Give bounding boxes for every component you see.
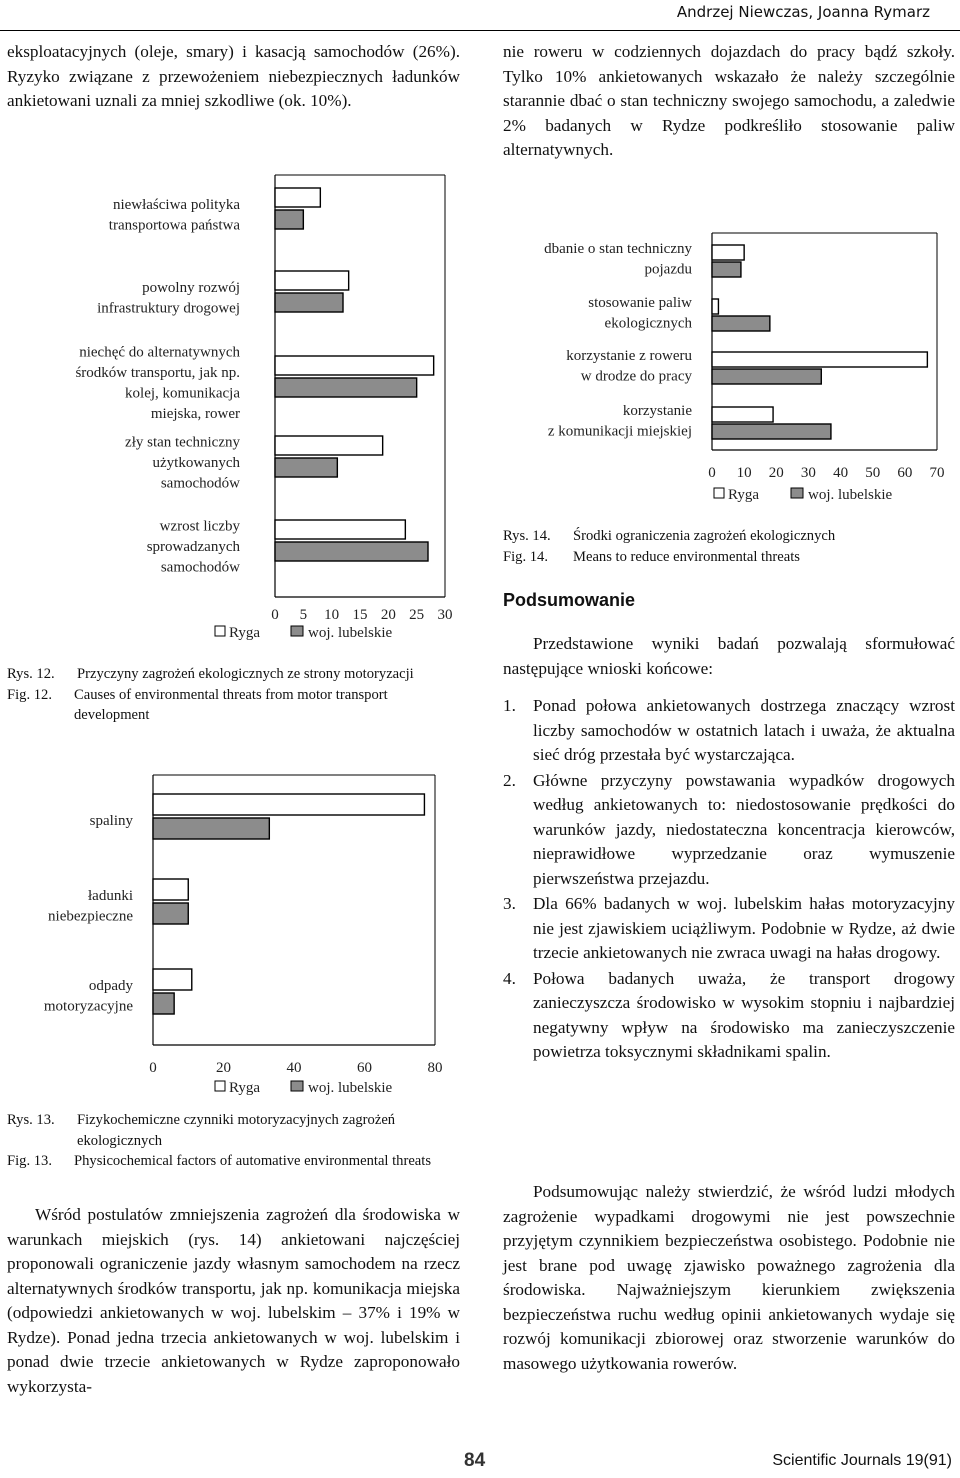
- list-item: [503, 892, 955, 966]
- fig12-rys-label: Rys. 12.: [7, 666, 55, 682]
- fig14-rys-label: Rys. 14.: [503, 528, 551, 544]
- running-header-authors: Andrzej Niewczas, Joanna Rymarz: [676, 3, 930, 21]
- fig13-bar-lubelskie: [153, 993, 174, 1014]
- fig12-bar-lubelskie: [275, 293, 343, 312]
- fig13-tick-label: 0: [149, 1060, 157, 1076]
- fig13-legend-label-lubelskie: woj. lubelskie: [308, 1080, 393, 1096]
- fig12-category-label: niechęć do alternatywnych: [79, 344, 240, 361]
- fig13-tick-label: 40: [286, 1060, 302, 1076]
- fig12-chart: [75, 175, 452, 641]
- fig14-tick-label: 40: [833, 465, 849, 481]
- fig12-bar-ryga: [275, 356, 434, 375]
- fig12-bar-ryga: [275, 436, 383, 455]
- fig14-bar-lubelskie: [712, 316, 770, 331]
- fig12-legend-label-lubelskie: woj. lubelskie: [308, 625, 393, 641]
- fig12-category-label: zły stan techniczny: [125, 434, 240, 451]
- fig14-chart: [544, 233, 944, 503]
- conclusions-list: [503, 694, 955, 1066]
- left-intro-text: eksploatacyjnych (oleje, smary) i kasacją samochodów (26%). Ryzyko związane z przewożeniem niebezpiecznych ładunków ankietowani uznali za mniej szkodliwe (ok. 10%).: [7, 42, 460, 110]
- fig14-category-label: z komunikacji miejskiej: [547, 423, 692, 440]
- summary-intro-paragraph: [503, 632, 955, 681]
- page-number: 84: [464, 1450, 486, 1471]
- fig14-category-label: ekologicznych: [604, 315, 692, 332]
- fig13-category-label: spaliny: [89, 813, 133, 829]
- fig14-bar-ryga: [712, 299, 718, 314]
- fig14-category-label: stosowanie paliw: [588, 294, 692, 311]
- fig14-caption: [503, 526, 955, 567]
- fig13-category-label: odpady: [88, 977, 133, 994]
- fig14-fig-label: Fig. 14.: [503, 548, 549, 565]
- fig13-rys-label: Rys. 13.: [7, 1112, 55, 1128]
- fig12-category-label: użytkowanych: [152, 455, 240, 471]
- fig12-legend-label-ryga: Ryga: [229, 625, 261, 641]
- fig12-category-label: środków transportu, jak np.: [75, 364, 240, 381]
- fig14-legend-label-lubelskie: woj. lubelskie: [808, 487, 893, 503]
- fig13-bar-ryga: [153, 794, 424, 815]
- fig13-rys-text: Fizykochemiczne czynniki motoryzacyjnych zagrożeń ekologicznych: [77, 1112, 396, 1149]
- fig12-bar-lubelskie: [275, 210, 303, 229]
- fig13-legend-label-ryga: Ryga: [229, 1080, 261, 1096]
- fig12-legend-swatch-lubelskie: [291, 626, 303, 636]
- fig14-bar-ryga: [712, 407, 773, 422]
- fig14-category-label: w drodze do pracy: [580, 368, 692, 385]
- fig12-category-label: niewłaściwa polityka: [112, 196, 240, 213]
- fig12-rys-text: Przyczyny zagrożeń ekologicznych ze strony motoryzacji: [77, 666, 414, 682]
- fig13-category-label: niebezpieczne: [48, 908, 133, 925]
- list-item-number: 3.: [503, 894, 516, 913]
- list-item-text: Połowa badanych uważa, że transport drogowy zanieczyszcza środowisko w wysokim stopniu i najbardziej negatywny wpływ na środowisko ma zanieczyszczenie powietrza toksycznymi składnikami spalin.: [533, 968, 955, 1061]
- fig13-caption: [7, 1110, 460, 1172]
- fig14-bar-ryga: [712, 352, 927, 367]
- fig13-legend-swatch-lubelskie: [291, 1081, 303, 1091]
- fig14-tick-label: 60: [897, 465, 913, 481]
- fig13-bar-lubelskie: [153, 818, 269, 839]
- fig12-caption: [7, 664, 460, 726]
- fig14-bar-lubelskie: [712, 424, 831, 439]
- fig13-category-label: ładunki: [88, 887, 133, 904]
- fig13-tick-label: 20: [216, 1060, 231, 1076]
- fig12-tick-label: 15: [352, 607, 368, 623]
- left-bottom-paragraph: [7, 1203, 460, 1399]
- fig12-category-label: powolny rozwój: [142, 279, 240, 296]
- fig13-category-label: motoryzacyjne: [43, 998, 133, 1015]
- fig12-category-label: infrastruktury drogowej: [97, 300, 240, 317]
- fig14-legend-swatch-ryga: [714, 488, 724, 498]
- fig13-bar-ryga: [153, 969, 192, 990]
- fig14-tick-label: 20: [768, 465, 784, 481]
- fig14-category-label: korzystanie: [622, 402, 692, 419]
- fig13-chart: [44, 775, 443, 1096]
- list-item: [503, 967, 955, 1065]
- fig14-tick-label: 70: [929, 465, 945, 481]
- list-item-text: Ponad połowa ankietowanych dostrzega znaczący wzrost liczby samochodów w ostatnich latach i uważa, że aktualna sieć dróg przestała być wystarczająca.: [533, 696, 955, 764]
- journal-name: Scientific Journals 19(91): [772, 1452, 952, 1469]
- fig14-category-label: pojazdu: [644, 261, 692, 278]
- fig12-bar-lubelskie: [275, 378, 417, 397]
- fig14-legend-label-ryga: Ryga: [728, 487, 760, 503]
- list-item: [503, 694, 955, 768]
- fig12-bar-lubelskie: [275, 458, 337, 477]
- fig12-category-label: samochodów: [160, 559, 240, 576]
- fig12-bar-ryga: [275, 520, 405, 539]
- list-item-text: Dla 66% badanych w woj. lubelskim hałas motoryzacyjny nie jest zjawiskiem uciążliwym. Podobnie w Rydze, aż dwie trzecie ankietowanych nie zwraca uwagi na hałas drogowy.: [533, 894, 955, 962]
- fig12-fig-text: Causes of environmental threats from motor transport development: [74, 686, 388, 723]
- section-title: Podsumowanie: [503, 590, 636, 610]
- fig12-tick-label: 0: [271, 607, 279, 623]
- fig12-bar-lubelskie: [275, 542, 428, 561]
- fig13-fig-text: Physicochemical factors of automative environmental threats: [74, 1153, 432, 1169]
- list-item-number: 2.: [503, 770, 516, 790]
- fig13-tick-label: 80: [427, 1060, 443, 1076]
- fig14-category-label: dbanie o stan techniczny: [544, 240, 692, 257]
- fig14-tick-label: 30: [800, 465, 816, 481]
- closing-text: Podsumowując należy stwierdzić, że wśród ludzi młodych zagrożenie wypadkami drogowymi nie jest powszechnie przyjętym czynnikiem bezpieczeństwa osobistego. Podobnie nie jest brane pod uwagę zjawisko poważnego zagrożenia dla środowiska. Najważniejszym kierunkiem zwiększenia bezpieczeństwa ruchu według opinii ankietowanych wydaje się rozwój komunikacji zbiorowej oraz stworzenie warunków do masowego użytkowania rowerów.: [503, 1182, 955, 1373]
- list-item: [503, 769, 955, 892]
- fig12-tick-label: 10: [324, 607, 340, 623]
- fig14-tick-label: 10: [736, 465, 752, 481]
- fig13-legend-swatch-ryga: [215, 1081, 225, 1091]
- fig12-tick-label: 5: [299, 607, 308, 623]
- fig14-bar-lubelskie: [712, 369, 821, 384]
- fig12-legend-swatch-ryga: [215, 626, 225, 636]
- fig12-fig-label: Fig. 12.: [7, 686, 53, 703]
- list-item-number: 1.: [503, 696, 516, 715]
- fig13-fig-label: Fig. 13.: [7, 1153, 53, 1169]
- fig13-tick-label: 60: [357, 1060, 372, 1076]
- fig12-bar-ryga: [275, 188, 320, 207]
- fig12-tick-label: 30: [437, 607, 453, 623]
- fig13-bar-lubelskie: [153, 903, 188, 924]
- fig12-category-label: samochodów: [160, 475, 240, 492]
- fig14-tick-label: 50: [865, 465, 881, 481]
- fig12-category-label: transportowa państwa: [108, 217, 240, 234]
- fig14-bar-ryga: [712, 245, 744, 260]
- left-bottom-text: Wśród postulatów zmniejszenia zagrożeń dla środowiska w warunkach miejskich (rys. 14) ankietowani najczęściej proponowali ograniczenie jazdy własnym samochodem na rzecz alternatywnych środków transportu, jak np. komunikacja miejska (odpowiedzi ankietowanych w woj. lubelskim – 37% i 19% w Rydze). Ponad jedna trzecia ankietowanych w woj. lubelskim i ponad dwie trzecie ankietowanych w Rydze zaproponowało wykorzysta-: [7, 1205, 460, 1396]
- fig14-category-label: korzystanie z roweru: [566, 347, 692, 364]
- list-item-text: Główne przyczyny powstawania wypadków drogowych według ankietowanych to: niedostosowanie prędkości do warunków jazdy, niedostateczna koncentracja kierowców, nieprawidłowe wyprzedzanie oraz wymuszenie pierwszeństwa przejazdu.: [533, 770, 955, 888]
- fig14-tick-label: 0: [708, 465, 716, 481]
- fig12-bar-ryga: [275, 271, 349, 290]
- list-item-number: 4.: [503, 968, 516, 988]
- fig12-tick-label: 20: [380, 607, 396, 623]
- closing-paragraph: [503, 1180, 955, 1376]
- fig12-category-label: wzrost liczby: [159, 518, 240, 535]
- fig14-fig-text: Means to reduce environmental threats: [573, 548, 800, 565]
- fig13-bar-ryga: [153, 879, 188, 900]
- fig12-category-label: miejska, rower: [150, 405, 240, 422]
- fig14-legend-swatch-lubelskie: [791, 488, 803, 498]
- fig14-bar-lubelskie: [712, 262, 741, 277]
- fig14-rys-text: Środki ograniczenia zagrożeń ekologicznych: [573, 528, 836, 544]
- fig12-category-label: kolej, komunikacja: [125, 385, 240, 402]
- fig12-tick-label: 25: [409, 607, 425, 623]
- right-intro-text: nie roweru w codziennych dojazdach do pracy bądź szkoły. Tylko 10% ankietowanych wskazało że należy szczególnie starannie dbać o stan techniczny swojego samochodu, a zaledwie 2% badanych w Rydze podkreśliło stosowanie paliw alternatywnych.: [503, 42, 955, 159]
- summary-intro-text: Przedstawione wyniki badań pozwalają sformułować następujące wnioski końcowe:: [503, 634, 955, 678]
- fig12-category-label: sprowadzanych: [146, 539, 240, 555]
